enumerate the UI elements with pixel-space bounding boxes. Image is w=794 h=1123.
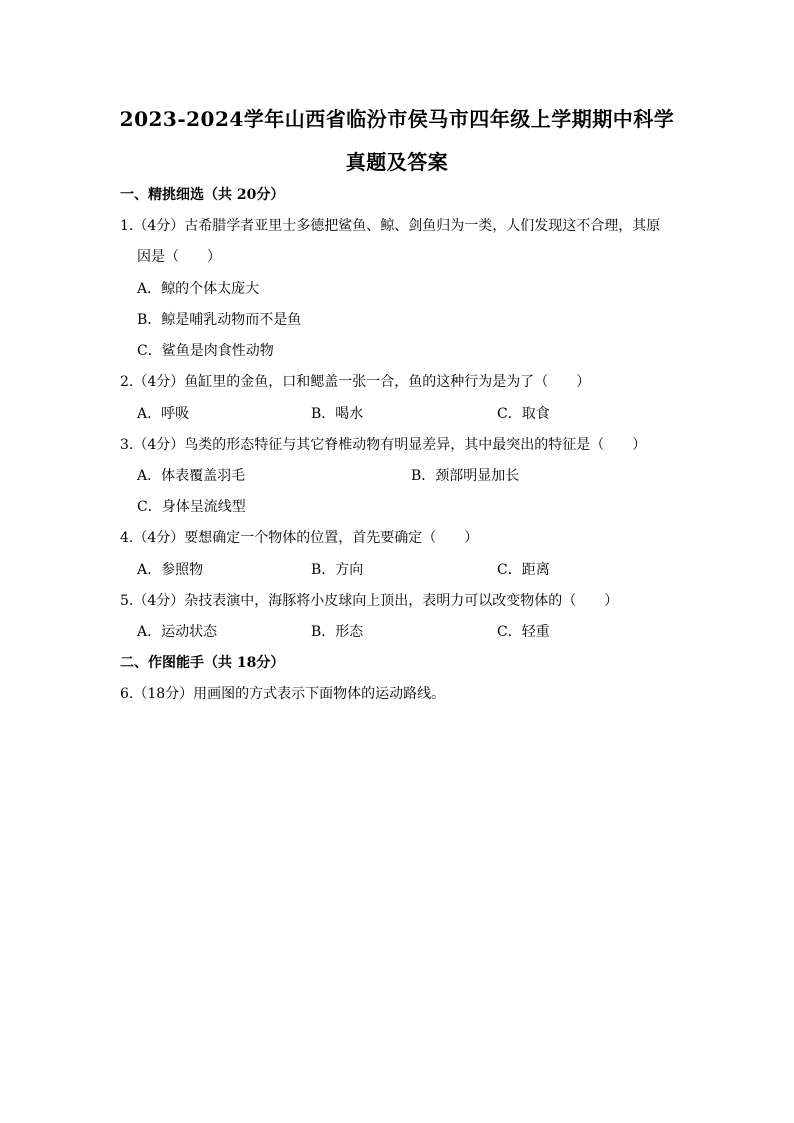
question-4-option-b: B．方向 (311, 562, 364, 578)
question-2-stem: 2.（4分）鱼缸里的金鱼，口和鳃盖一张一合，鱼的这种行为是为了（ ） (120, 374, 591, 390)
question-4-option-a: A．参照物 (137, 562, 204, 578)
question-1-option-b: B．鲸是哺乳动物而不是鱼 (137, 312, 302, 328)
question-4-stem: 4.（4分）要想确定一个物体的位置，首先要确定（ ） (120, 530, 479, 546)
document-title-line-1: 2023-2024学年山西省临汾市侯马市四年级上学期期中科学 (119, 107, 675, 131)
question-3-option-c: C．身体呈流线型 (137, 499, 246, 515)
question-5-stem: 5.（4分）杂技表演中，海豚将小皮球向上顶出，表明力可以改变物体的（ ） (120, 593, 619, 609)
question-1-option-a: A．鲸的个体太庞大 (137, 281, 260, 297)
section-heading-1: 一、精挑细选（共 20分） (120, 187, 285, 203)
question-5-option-a: A．运动状态 (137, 624, 218, 640)
question-3-option-b: B．颈部明显加长 (411, 468, 520, 484)
question-1-stem-continued: 因是（ ） (137, 249, 221, 265)
question-2-option-a: A．呼吸 (137, 406, 190, 422)
question-6-stem: 6.（18分）用画图的方式表示下面物体的运动路线。 (120, 686, 446, 702)
question-3-stem: 3.（4分）鸟类的形态特征与其它脊椎动物有明显差异，其中最突出的特征是（ ） (120, 437, 647, 453)
question-2-option-c: C．取食 (497, 406, 550, 422)
question-3-option-a: A．体表覆盖羽毛 (137, 468, 246, 484)
question-4-option-c: C．距离 (497, 562, 550, 578)
question-5-option-b: B．形态 (311, 624, 364, 640)
question-2-option-b: B．喝水 (311, 406, 364, 422)
question-1-option-c: C．鲨鱼是肉食性动物 (137, 343, 274, 359)
question-5-option-c: C．轻重 (497, 624, 550, 640)
section-heading-2: 二、作图能手（共 18分） (120, 655, 285, 671)
document-title-line-2: 真题及答案 (345, 150, 449, 174)
question-1-stem: 1.（4分）古希腊学者亚里士多德把鲨鱼、鲸、剑鱼归为一类，人们发现这不合理，其原 (120, 218, 661, 234)
